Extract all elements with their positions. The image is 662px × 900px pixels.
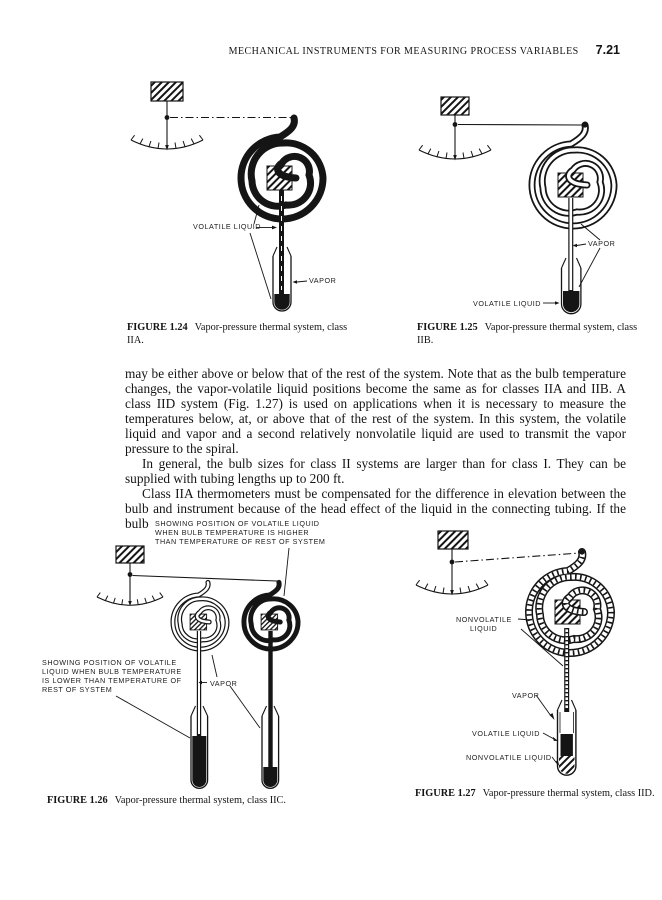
running-header bbox=[0, 43, 620, 57]
caption-fig-1-27 bbox=[415, 788, 655, 801]
label-lower-line4: REST OF SYSTEM bbox=[42, 685, 113, 694]
label-volatile-liquid: VOLATILE LIQUID bbox=[473, 299, 542, 308]
caption-label: FIGURE 1.27 bbox=[415, 788, 476, 799]
dial-assembly bbox=[131, 82, 203, 151]
label-lower-line2: LIQUID WHEN BULB TEMPERATURE bbox=[42, 667, 182, 676]
label-vapor: VAPOR bbox=[210, 679, 238, 688]
paragraph: In general, the bulb sizes for class II systems are larger than for class I. They can be supplied with tubing lengths up to 200 ft. bbox=[125, 455, 626, 486]
caption-text: Vapor-pressure thermal system, class IIC. bbox=[114, 795, 287, 806]
label-vapor: VAPOR bbox=[512, 691, 540, 700]
link-line bbox=[133, 576, 278, 582]
dial-assembly bbox=[419, 97, 491, 161]
caption-label: FIGURE 1.26 bbox=[47, 795, 108, 806]
page-number: 7.21 bbox=[595, 43, 620, 57]
label-nonvolatile-liquid-line1: NONVOLATILE bbox=[456, 615, 512, 624]
label-higher-line3: THAN TEMPERATURE OF REST OF SYSTEM bbox=[155, 537, 326, 546]
paragraph: Class IIA thermometers must be compensated for the difference in elevation between the bulb and instrument because of the head effect of the liquid in the connecting tubing. If the bulb bbox=[125, 485, 626, 531]
link-line bbox=[455, 553, 580, 562]
fig-1-26-drawing bbox=[40, 515, 385, 793]
label-lower-line1: SHOWING POSITION OF VOLATILE bbox=[42, 658, 177, 667]
label-volatile-liquid: VOLATILE LIQUID bbox=[472, 729, 541, 738]
caption-fig-1-26 bbox=[47, 795, 377, 808]
label-higher-line2: WHEN BULB TEMPERATURE IS HIGHER bbox=[155, 528, 310, 537]
label-vapor: VAPOR bbox=[309, 276, 337, 285]
caption-fig-1-24 bbox=[127, 322, 365, 347]
dial-assembly bbox=[416, 531, 488, 596]
header-title: MECHANICAL INSTRUMENTS FOR MEASURING PROCESS VARIABLES bbox=[228, 46, 579, 57]
label-vapor: VAPOR bbox=[588, 239, 616, 248]
fig-1-25-drawing bbox=[405, 85, 660, 320]
label-higher-line1: SHOWING POSITION OF VOLATILE LIQUID bbox=[155, 519, 320, 528]
label-nonvolatile-liquid-bottom: NONVOLATILE LIQUID bbox=[466, 753, 552, 762]
caption-label: FIGURE 1.24 bbox=[127, 322, 188, 333]
body-text bbox=[125, 367, 626, 531]
caption-fig-1-25 bbox=[417, 322, 655, 347]
leader-lines bbox=[116, 548, 289, 738]
label-nonvolatile-liquid-line2: LIQUID bbox=[470, 624, 498, 633]
fig-1-27-drawing bbox=[405, 525, 660, 787]
caption-text: Vapor-pressure thermal system, class IIB. bbox=[417, 322, 638, 346]
bourdon-spiral bbox=[529, 549, 611, 653]
caption-text: Vapor-pressure thermal system, class IID. bbox=[482, 788, 655, 799]
caption-label: FIGURE 1.25 bbox=[417, 322, 478, 333]
paragraph: may be either above or below that of the rest of the system. Note that as the bulb temperature changes, the vapor-volatile liquid positions become the same as for classes IIA and IIB. A class IID system (Fig. 1.27) is used on applications when it is necessary to measure the temperatures below, at, or above that of the rest of the system. In this system, the volatile liquid and vapor and a second relatively nonvolatile liquid are used to transmit the vapor pressure to the spiral. bbox=[125, 366, 626, 456]
label-lower-line3: IS LOWER THAN TEMPERATURE OF bbox=[42, 676, 182, 685]
link-line bbox=[458, 125, 583, 126]
caption-text: Vapor-pressure thermal system, class IIA. bbox=[127, 322, 348, 346]
label-volatile-liquid: VOLATILE LIQUID bbox=[193, 222, 262, 231]
